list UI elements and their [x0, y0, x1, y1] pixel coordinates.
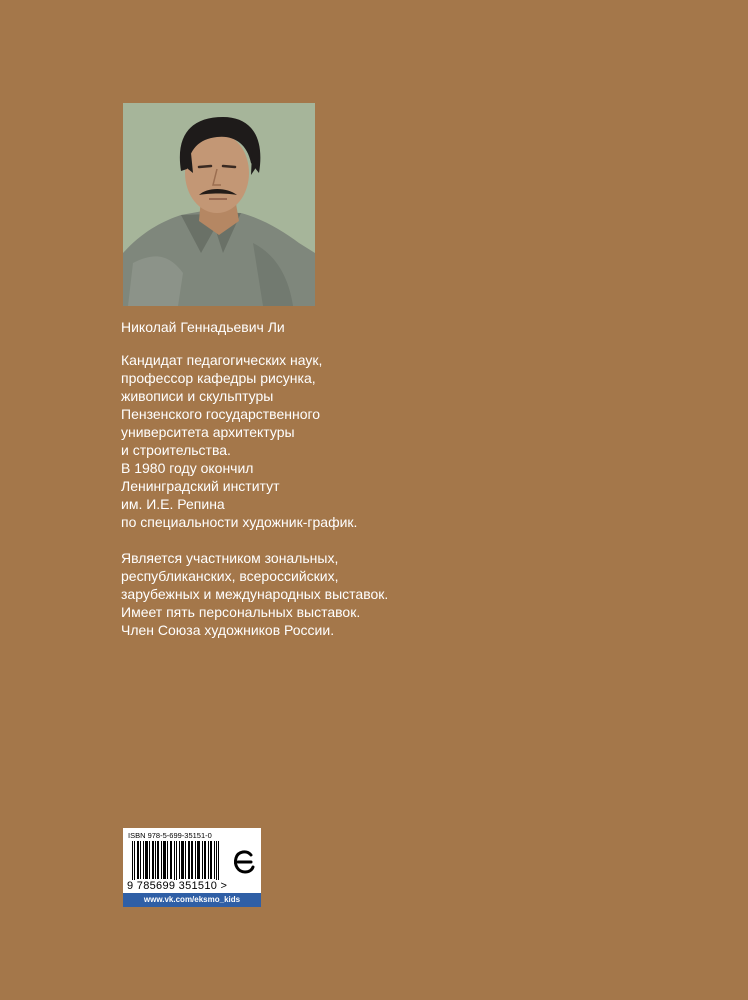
barcode-block: [123, 828, 261, 907]
bio-line: по специальности художник-график.: [121, 514, 358, 530]
bio-paragraph-exhibitions: [121, 549, 451, 639]
ean-first-digit: 9: [127, 880, 134, 892]
barcode-icon: [128, 841, 226, 885]
bio-line: Ленинградский институт: [121, 478, 280, 494]
ean-left-group: 785699: [136, 880, 176, 892]
bio-line: и строительства.: [121, 442, 231, 458]
ean-right-group: 351510: [178, 880, 218, 892]
bio-line: Имеет пять персональных выставок.: [121, 604, 361, 620]
bio-line: зарубежных и международных выставок.: [121, 586, 389, 602]
eksmo-logo-icon: [232, 847, 256, 877]
ean-end-mark: >: [220, 880, 228, 892]
ean-digits: [126, 880, 228, 892]
bio-line: Пензенского государственного: [121, 406, 321, 422]
bio-paragraph-education: [121, 351, 451, 531]
author-photo: [123, 103, 315, 306]
bio-line: университета архитектуры: [121, 424, 295, 440]
bio-line: Кандидат педагогических наук,: [121, 352, 323, 368]
social-link[interactable]: www.vk.com/eksmo_kids: [123, 893, 261, 907]
isbn-number: ISBN 978-5-699-35151-0: [128, 831, 212, 840]
author-bio: [121, 351, 451, 639]
bio-line: В 1980 году окончил: [121, 460, 254, 476]
bio-line: Является участником зональных,: [121, 550, 339, 566]
bio-line: им. И.Е. Репина: [121, 496, 225, 512]
bio-line: республиканских, всероссийских,: [121, 568, 339, 584]
author-name: Николай Геннадьевич Ли: [121, 319, 285, 335]
bio-line: живописи и скульптуры: [121, 388, 274, 404]
bio-line: профессор кафедры рисунка,: [121, 370, 316, 386]
bio-line: Член Союза художников России.: [121, 622, 335, 638]
